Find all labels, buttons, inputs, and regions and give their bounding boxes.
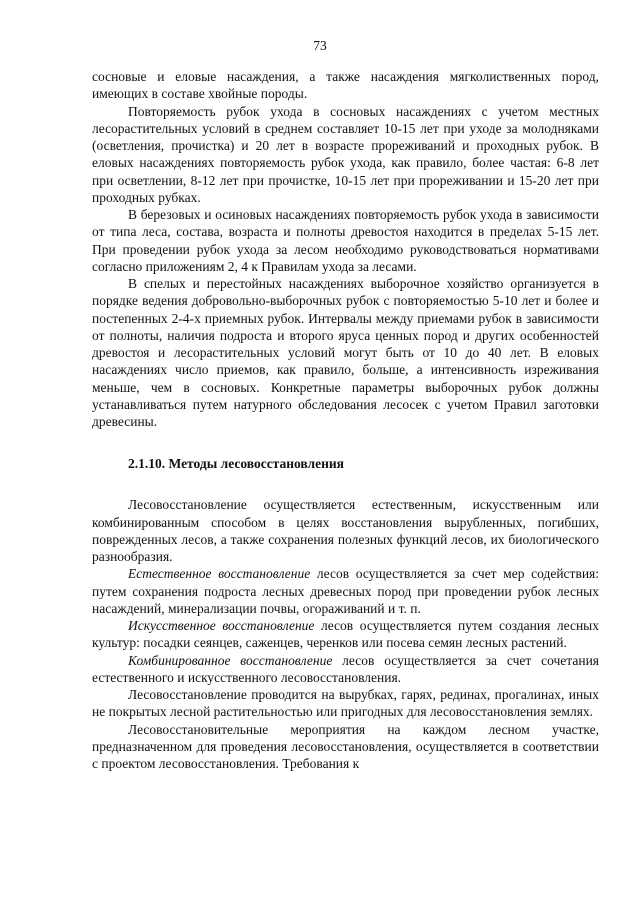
page-content [92,68,599,772]
definition-paragraph [92,652,599,687]
paragraph: В спелых и перестойных насаждениях выборочное хозяйство организуется в порядке ведения добровольно-выборочных рубок с повторяемостью 5-10 лет и более и постепенных 2-4-х приемных рубок. Интервалы между приемами рубок в зависимости от полноты, наличия подроста и второго яруса ценных пород и других особенностей древостоя и лесорастительных условий могут быть от 10 до 40 лет. В еловых насаждениях число приемов, как правило, больше, а интенсивность изреживания меньше, чем в сосновых. Конкретные параметры выборочных рубок должны устанавливаться путем натурного обследования лесосек с учетом Правил заготовки древесины. [92,276,599,429]
page-number: 73 [313,38,327,53]
definition-text: лесов осуществляется за счет сочетания естественного и искусственного лесовосстановления. [92,652,599,685]
definition-term: Естественное восстановление [128,566,311,582]
definition-text: лесов осуществляется за счет мер содействия: путем сохранения подроста лесных древесных пород при проведении рубок лесных насаждений, минерализации почвы, огораживаний и т. п. [92,566,600,616]
paragraph: сосновые и еловые насаждения, а также насаждения мягколиственных пород, имеющих в составе хвойные породы. [92,69,599,102]
paragraph: Лесовосстановление осуществляется естественным, искусственным или комбинированным способом в целях восстановления вырубленных, погибших, поврежденных лесов, а также сохранения полезных функций лесов, их биологического разнообразия. [92,497,599,564]
definition-text: лесов осуществляется путем создания лесных культур: посадки сеянцев, саженцев, черенков или посева семян лесных растений. [92,618,599,651]
definition-term: Комбинированное восстановление [128,652,333,668]
paragraph: Лесовосстановление проводится на вырубках, гарях, рединах, прогалинах, иных не покрытых лесной растительностью или пригодных для лесовосстановления землях. [92,687,599,720]
definition-paragraph [92,565,599,617]
paragraph: В березовых и осиновых насаждениях повторяемость рубок ухода в зависимости от типа леса, состава, возраста и полноты древостоя находится в пределах 5-15 лет. При проведении рубок ухода за лесом необходимо руководствоваться нормативами согласно приложениям 2, 4 к Правилам ухода за лесами. [92,207,599,274]
definition-paragraph [92,617,599,652]
paragraph: Повторяемость рубок ухода в сосновых насаждениях с учетом местных лесорастительных условий в среднем составляет 10-15 лет при уходе за молодняками (осветления, прочистка) и 20 лет в возрасте прореживаний и проходных рубок. В еловых насаждениях повторяемость рубок ухода, как правило, более частая: 6-8 лет при осветлении, 8-12 лет при прочистке, 10-15 лет при прореживании и 15-20 лет при проходных рубках. [92,103,599,205]
definition-term: Искусственное восстановление [128,618,315,633]
section-heading: 2.1.10. Методы лесовосстановления [128,456,344,472]
paragraph: Лесовосстановительные мероприятия на каждом лесном участке, предназначенном для проведения лесовосстановления, осуществляется в соответствии с проектом лесовосстановления. Требования к [92,721,599,771]
